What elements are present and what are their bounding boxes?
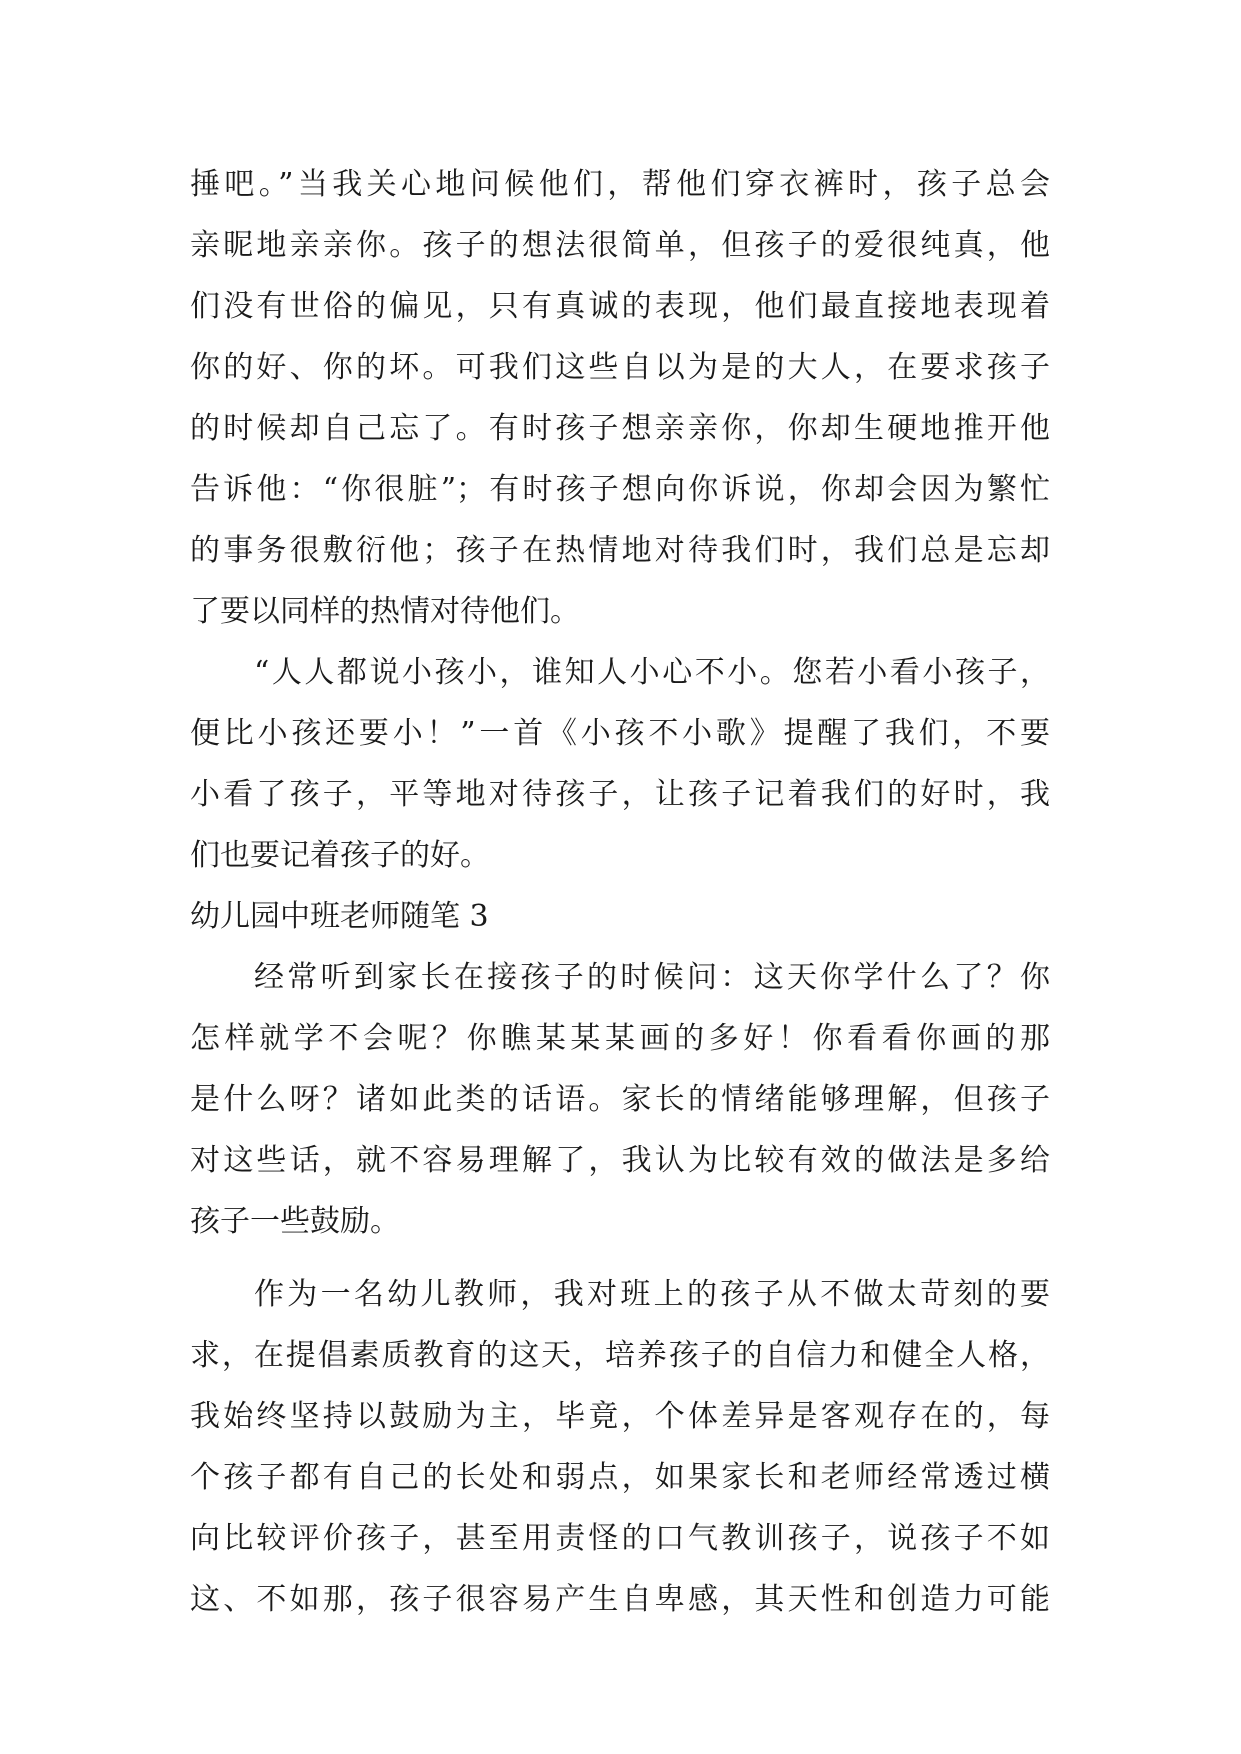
text-line: 捶吧。”当我关心地问候他们，帮他们穿衣裤时，孩子总会 xyxy=(190,167,1050,202)
text-line: 求，在提倡素质教育的这天，培养孩子的自信力和健全人格， xyxy=(190,1338,1050,1373)
text-line: 的时候却自己忘了。有时孩子想亲亲你，你却生硬地推开他 xyxy=(190,411,1050,446)
text-line: 是什么呀？诸如此类的话语。家长的情绪能够理解，但孩子 xyxy=(190,1082,1050,1117)
text-line: 的事务很敷衍他；孩子在热情地对待我们时，我们总是忘却 xyxy=(190,533,1050,568)
text-line: 我始终坚持以鼓励为主，毕竟，个体差异是客观存在的，每 xyxy=(190,1399,1050,1434)
paragraph-two xyxy=(190,1264,1050,1630)
text-line: 作为一名幼儿教师，我对班上的孩子从不做太苛刻的要 xyxy=(254,1277,1050,1312)
text-line: 告诉他：“你很脏”；有时孩子想向你诉说，你却会因为繁忙 xyxy=(190,472,1050,507)
text-line: 了要以同样的热情对待他们。 xyxy=(190,594,580,629)
text-line: 便比小孩还要小！”一首《小孩不小歌》提醒了我们，不要 xyxy=(190,716,1050,751)
text-line: 亲昵地亲亲你。孩子的想法很简单，但孩子的爱很纯真，他 xyxy=(190,228,1050,263)
continuation-paragraph xyxy=(190,154,1050,642)
text-line: 个孩子都有自己的长处和弱点，如果家长和老师经常透过横 xyxy=(190,1460,1050,1495)
text-line: 向比较评价孩子，甚至用责怪的口气教训孩子，说孩子不如 xyxy=(190,1521,1050,1556)
text-line: 孩子一些鼓励。 xyxy=(190,1204,400,1239)
quote-paragraph xyxy=(190,642,1050,886)
document-body xyxy=(190,154,1050,1630)
text-line: 经常听到家长在接孩子的时候问：这天你学什么了？你 xyxy=(254,960,1050,995)
text-line: 你的好、你的坏。可我们这些自以为是的大人，在要求孩子 xyxy=(190,350,1050,385)
text-line: “人人都说小孩小，谁知人小心不小。您若小看小孩子， xyxy=(254,655,1050,690)
text-line: 这、不如那，孩子很容易产生自卑感，其天性和创造力可能 xyxy=(190,1582,1050,1617)
paragraph-one xyxy=(190,947,1050,1252)
text-line: 们也要记着孩子的好。 xyxy=(190,838,490,873)
text-line: 怎样就学不会呢？你瞧某某某画的多好！你看看你画的那 xyxy=(190,1021,1050,1056)
text-line: 们没有世俗的偏见，只有真诚的表现，他们最直接地表现着 xyxy=(190,289,1050,324)
section-title: 幼儿园中班老师随笔 3 xyxy=(190,899,489,934)
text-line: 小看了孩子，平等地对待孩子，让孩子记着我们的好时，我 xyxy=(190,777,1050,812)
text-line: 对这些话，就不容易理解了，我认为比较有效的做法是多给 xyxy=(190,1143,1050,1178)
